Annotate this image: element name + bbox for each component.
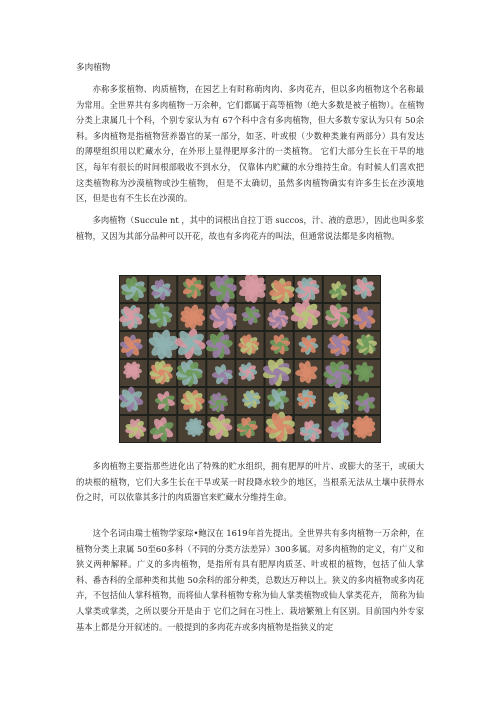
rosette-core [336, 288, 341, 293]
rosette-core [304, 397, 309, 402]
rosette-core [277, 342, 283, 348]
rosette-core [162, 398, 167, 403]
rosette-core [275, 316, 281, 322]
rosette-core [159, 426, 166, 433]
rosette-core [334, 371, 342, 379]
rosette-core [133, 426, 139, 432]
rosette-core [336, 342, 342, 348]
rosette-core [249, 397, 254, 402]
paragraph-definition: 这个名词由瑞士植物学家琮•鲍汉在 1619年首先提出。全世界共有多肉植物一万余种，在植物分类上隶属 50至60多科（不同的分类方法差异）300多属。对多肉植物的定义，有广义和狭义两种解释。广义的多肉植物，是指所有具有肥厚肉质茎、叶或根的植物，包括了仙人掌科、番杏科的全部种类和其他 50余科的部分种类，总数达万种以上。狭义的多肉植物或多肉花卉，不包括仙人掌科植物，而将仙人掌科植物专称为仙人掌类植物或仙人掌类花卉， 简称为仙人掌类或掌类，之所以要分开是由于 它们之间在习性上、栽培繁殖上有区别。目前国内外专家基本上都是分开叙述的。一般提到的多肉花卉或多肉植物是指狭义的定 [76, 528, 424, 632]
rosette-core [249, 313, 254, 318]
rosette-core [306, 342, 311, 347]
rosette-core [301, 311, 309, 319]
rosette-core [336, 427, 342, 433]
paragraph-water-storage: 多肉植物主要指那些进化出了特殊的贮水组织，拥有肥厚的叶片、或膨大的茎干，或硕大的块根的植物，它们大多生长在干旱或某一时段降水较少的地区，当根系无法从土壤中获得水份之时，可以依靠其多汁的肉质器官来贮藏水分维持生命。 [76, 461, 424, 503]
paragraph-intro: 亦称多浆植物、肉质植物，在园艺上有时称萌肉肉、多肉花卉，但以多肉植物这个名称最为常用。全世界共有多肉植物一万余种，它们都属于高等植物（绝大多数是被子植物）。在植物分类上隶属几十个科，个别专家认为有 67个科中含有多肉植物，但大多数专家认为只有 50余科。多肉植物是指植物营养器官的某一部分，如茎、叶或根（少数种类兼有两部分）具有发达的薄壁组织用以贮藏水分，在外形上显得肥厚多汁的一类植物。 它们大部分生长在干旱的地区，每年有很长的时间根部吸收不到水分， 仅靠体内贮藏的水分维持生命。有时候人们喜欢把这类植物称为沙漠植物或沙生植物， 但是不太确切，虽然多肉植物确实有许多生长在沙漠地区，但是也有不生长在沙漠的。 [76, 84, 424, 204]
succulents-photo [119, 275, 381, 443]
rosette-core [273, 368, 281, 376]
rosette-core [216, 423, 223, 430]
rosette-core [363, 400, 369, 406]
rosette-core [275, 396, 281, 402]
rosette-core [362, 370, 368, 376]
rosette-core [159, 340, 167, 348]
rosette-core [216, 400, 221, 405]
rosette-core [278, 288, 285, 295]
rosette-core [186, 370, 193, 377]
rosette-core [220, 313, 228, 321]
rosette-core [128, 396, 135, 403]
rosette-core [189, 313, 196, 320]
rosette-core [336, 399, 342, 405]
rosette-core [130, 286, 137, 293]
rosette-core [216, 341, 223, 348]
paragraph-etymology: 多肉植物（Succule nt ，其中的词根出自拉丁语 succos，汁、液的意思），因此也叫多浆植物，又因为其部分品种可以开花，故也有多肉花卉的叫法，但通常说法都是多肉植物。 [76, 215, 424, 241]
rosette-core [190, 285, 196, 291]
rosette-core [220, 372, 226, 378]
rosette-core [364, 342, 370, 348]
rosette-core [304, 369, 310, 375]
succulents-illustration [119, 275, 381, 443]
rosette-core [245, 369, 250, 374]
document-title: 多肉植物 [76, 63, 111, 73]
rosette-core [158, 287, 164, 293]
rosette-core [249, 284, 257, 292]
rosette-core [219, 285, 227, 293]
rosette-core [190, 398, 196, 404]
rosette-core [361, 424, 367, 430]
rosette-core [130, 368, 135, 373]
rosette-core [158, 369, 164, 375]
rosette-core [186, 340, 194, 348]
rosette-core [361, 285, 367, 291]
rosette-core [192, 425, 197, 430]
rosette-core [276, 423, 284, 431]
rosette-core [128, 314, 135, 321]
rosette-core [157, 312, 164, 319]
rosette-core [304, 286, 311, 293]
rosette-core [361, 315, 367, 321]
rosette-core [308, 428, 314, 434]
rosette-core [244, 425, 250, 431]
rosette-core [246, 342, 252, 348]
rosette-core [334, 313, 341, 320]
rosette-core [128, 343, 134, 349]
